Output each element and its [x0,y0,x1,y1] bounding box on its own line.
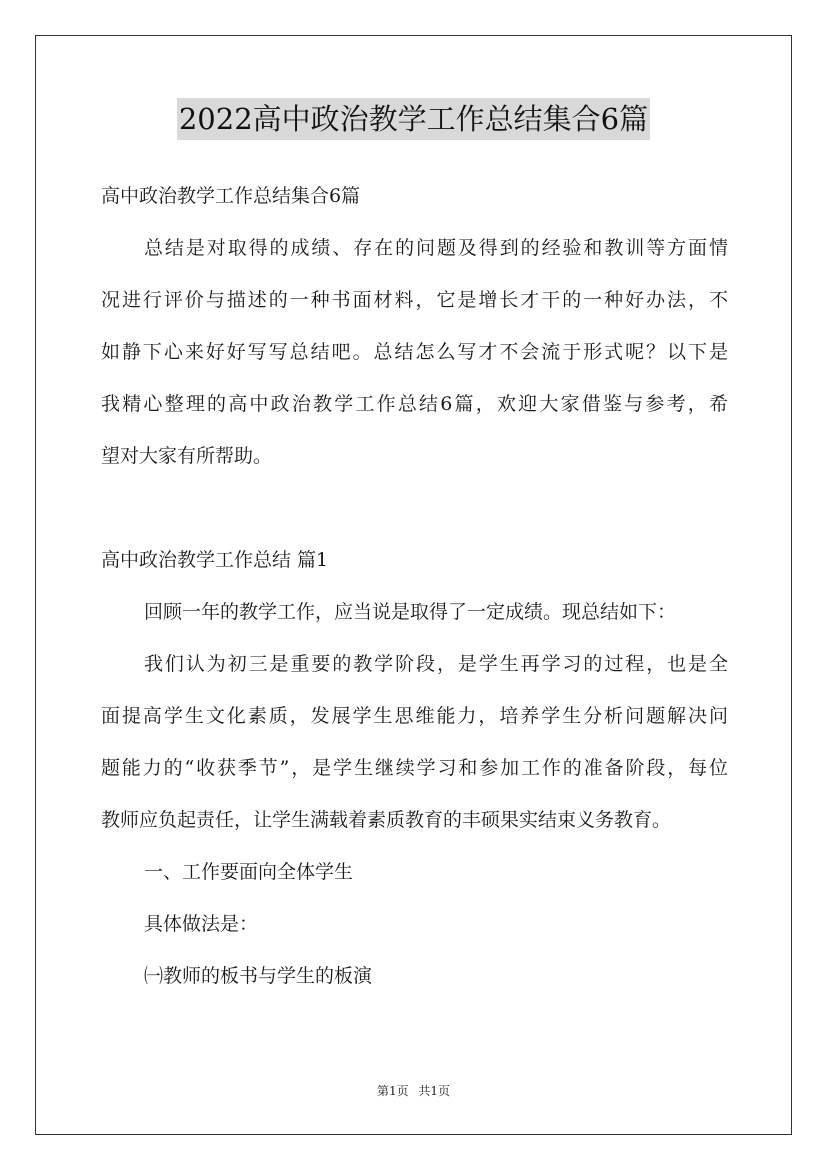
section-paragraph-2-line-4: 教师应负起责任，让学生满载着素质教育的丰硕果实结束义务教育。 [101,809,672,831]
document-title: 2022高中政治教学工作总结集合6篇 [177,98,650,140]
list-item-3: ㈠教师的板书与学生的板演 [144,965,373,987]
intro-line-4: 我精心整理的高中政治教学工作总结6篇，欢迎大家借鉴与参考，希 [101,393,728,415]
section-paragraph-1: 回顾一年的教学工作，应当说是取得了一定成绩。现总结如下： [144,601,677,623]
page-number: 第1页 [376,1084,409,1098]
section-paragraph-2-line-3: 题能力的“收获季节”，是学生继续学习和参加工作的准备阶段，每位 [101,757,728,779]
intro-line-1: 总结是对取得的成绩、存在的问题及得到的经验和教训等方面情 [144,237,728,259]
section-paragraph-2-line-1: 我们认为初三是重要的教学阶段，是学生再学习的过程，也是全 [144,653,728,675]
section-heading: 高中政治教学工作总结 篇1 [101,549,329,571]
page-footer [0,1082,827,1099]
list-item-2: 具体做法是： [144,913,259,935]
intro-line-3: 如静下心来好好写写总结吧。总结怎么写才不会流于形式呢？以下是 [101,341,728,363]
section-paragraph-2-line-2: 面提高学生文化素质，发展学生思维能力，培养学生分析问题解决问 [101,705,728,727]
title-container [0,98,827,140]
intro-line-5: 望对大家有所帮助。 [101,445,273,467]
spacer [101,482,728,534]
page-total: 共1页 [418,1084,451,1098]
list-item-1: 一、工作要面向全体学生 [144,861,354,883]
document-body [101,170,728,1002]
document-subtitle: 高中政治教学工作总结集合6篇 [101,185,361,207]
intro-line-2: 况进行评价与描述的一种书面材料，它是增长才干的一种好办法，不 [101,289,728,311]
